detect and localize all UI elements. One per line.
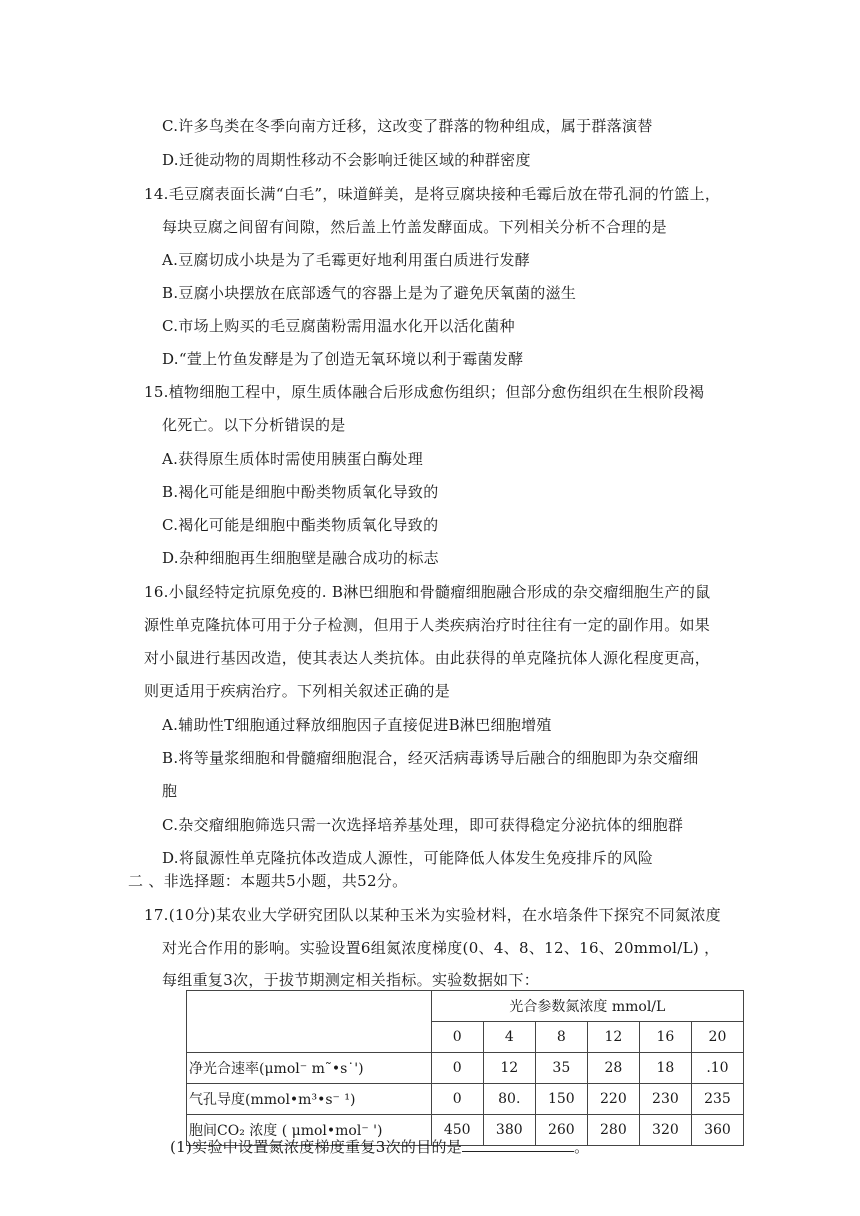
q16-stem-line4: 则更适用于疾病治疗。下列相关叙述正确的是 bbox=[144, 682, 451, 700]
table-cell: 280 bbox=[587, 1115, 639, 1146]
q14-option-b: B.豆腐小块摆放在底部透气的容器上是为了避免厌氧菌的滋生 bbox=[162, 284, 577, 302]
table-concentration: 8 bbox=[535, 1022, 587, 1053]
q16-option-b-line1: B.将等量浆细胞和骨髓瘤细胞混合，经灭活病毒诱导后融合的细胞即为杂交瘤细 bbox=[162, 749, 699, 767]
q14-stem-line2: 每块豆腐之间留有间隙，然后盖上竹盖发酵面成。下列相关分析不合理的是 bbox=[162, 218, 667, 236]
answer-blank[interactable] bbox=[462, 1137, 574, 1152]
table-row bbox=[187, 1053, 744, 1084]
table-cell: 380 bbox=[483, 1115, 535, 1146]
table-cell: 220 bbox=[587, 1084, 639, 1115]
table-cell: 35 bbox=[535, 1053, 587, 1084]
table-cell: .10 bbox=[691, 1053, 743, 1084]
q17-sub1-end: 。 bbox=[574, 1138, 590, 1156]
q15-stem-line1: 15.植物细胞工程中，原生质体融合后形成愈伤组织；但部分愈伤组织在生根阶段褐 bbox=[144, 383, 705, 401]
table-row-label: 胞间CO₂ 浓度 ( μmol•mol⁻ ') bbox=[187, 1115, 432, 1146]
data-table bbox=[186, 990, 744, 1146]
q15-option-b: B.褐化可能是细胞中酚类物质氧化导致的 bbox=[162, 483, 439, 501]
q13-option-d: D.迁徙动物的周期性移动不会影响迁徙区域的种群密度 bbox=[162, 151, 531, 169]
table-cell: 18 bbox=[639, 1053, 691, 1084]
table-header: 光合参数氮浓度 mmol/L bbox=[431, 991, 743, 1022]
q17-stem-line3: 每组重复3次，于拔节期测定相关指标。实验数据如下： bbox=[162, 971, 540, 989]
table-concentration: 0 bbox=[431, 1022, 483, 1053]
q13-option-c: C.许多鸟类在冬季向南方迁移，这改变了群落的物种组成，属于群落演替 bbox=[162, 117, 653, 135]
q14-option-a: A.豆腐切成小块是为了毛霉更好地利用蛋白质进行发酵 bbox=[162, 251, 531, 269]
table-row bbox=[187, 1084, 744, 1115]
q17-stem-line2: 对光合作用的影响。实验设置6组氮浓度梯度(0、4、8、12、16、20mmol/L) ， bbox=[162, 939, 720, 957]
q15-stem-line2: 化死亡。以下分析错误的是 bbox=[162, 416, 346, 434]
q17-stem-line1: 17.(10分)某农业大学研究团队以某种玉米为实验材料，在水培条件下探究不同氮浓度 bbox=[144, 906, 721, 924]
q16-option-d: D.将鼠源性单克隆抗体改造成人源性，可能降低人体发生免疫排斥的风险 bbox=[162, 849, 654, 867]
table-corner-cell bbox=[187, 991, 432, 1053]
table-cell: 260 bbox=[535, 1115, 587, 1146]
table-concentration: 12 bbox=[587, 1022, 639, 1053]
q15-option-c: C.褐化可能是细胞中酯类物质氧化导致的 bbox=[162, 516, 439, 534]
section-heading: 二 、非选择题：本题共5小题，共52分。 bbox=[128, 872, 408, 890]
table-row-label: 气孔导度(mmol•m³•s⁻ ¹) bbox=[187, 1084, 432, 1115]
table-cell: 0 bbox=[431, 1053, 483, 1084]
table-cell: 150 bbox=[535, 1084, 587, 1115]
table-row-label: 净光合速率(μmol⁻ m˜•s˙') bbox=[187, 1053, 432, 1084]
q14-option-d: D.“萱上竹鱼发酵是为了创造无氧环境以利于霉菌发酵 bbox=[162, 350, 524, 368]
table-cell: 0 bbox=[431, 1084, 483, 1115]
table-cell: 230 bbox=[639, 1084, 691, 1115]
table-cell: 450 bbox=[431, 1115, 483, 1146]
q16-option-c: C.杂交瘤细胞筛选只需一次选择培养基处理，即可获得稳定分泌抗体的细胞群 bbox=[162, 816, 684, 834]
q17-sub1-prompt: (1)实验中设置氮浓度梯度重复3次的目的是 bbox=[170, 1138, 463, 1156]
table-cell: 320 bbox=[639, 1115, 691, 1146]
q16-option-a: A.辅助性T细胞通过释放细胞因子直接促进B淋巴细胞增殖 bbox=[162, 716, 552, 734]
table-cell: 28 bbox=[587, 1053, 639, 1084]
table-concentration: 16 bbox=[639, 1022, 691, 1053]
table-concentration: 20 bbox=[691, 1022, 743, 1053]
table-cell: 12 bbox=[483, 1053, 535, 1084]
q17-sub1 bbox=[170, 1137, 589, 1157]
q14-stem-line1: 14.毛豆腐表面长满“白毛”，味道鲜美，是将豆腐块接种毛霉后放在带孔洞的竹篮上， bbox=[144, 185, 721, 203]
q16-stem-line2: 源性单克隆抗体可用于分子检测，但用于人类疾病治疗时往往有一定的副作用。如果 bbox=[144, 616, 711, 634]
q16-option-b-line2: 胞 bbox=[162, 782, 178, 800]
table-cell: 235 bbox=[691, 1084, 743, 1115]
q16-stem-line1: 16.小鼠经特定抗原免疫的. B淋巴细胞和骨髓瘤细胞融合形成的杂交瘤细胞生产的鼠 bbox=[144, 583, 711, 601]
table-cell: 80. bbox=[483, 1084, 535, 1115]
table-header-row bbox=[187, 991, 744, 1022]
table-concentration: 4 bbox=[483, 1022, 535, 1053]
q14-option-c: C.市场上购买的毛豆腐菌粉需用温水化开以活化菌种 bbox=[162, 317, 515, 335]
q16-stem-line3: 对小鼠进行基因改造，使其表达人类抗体。由此获得的单克隆抗体人源化程度更高， bbox=[144, 649, 711, 667]
q15-option-a: A.获得原生质体时需使用胰蛋白酶处理 bbox=[162, 450, 424, 468]
q15-option-d: D.杂种细胞再生细胞壁是融合成功的标志 bbox=[162, 549, 439, 567]
table-cell: 360 bbox=[691, 1115, 743, 1146]
